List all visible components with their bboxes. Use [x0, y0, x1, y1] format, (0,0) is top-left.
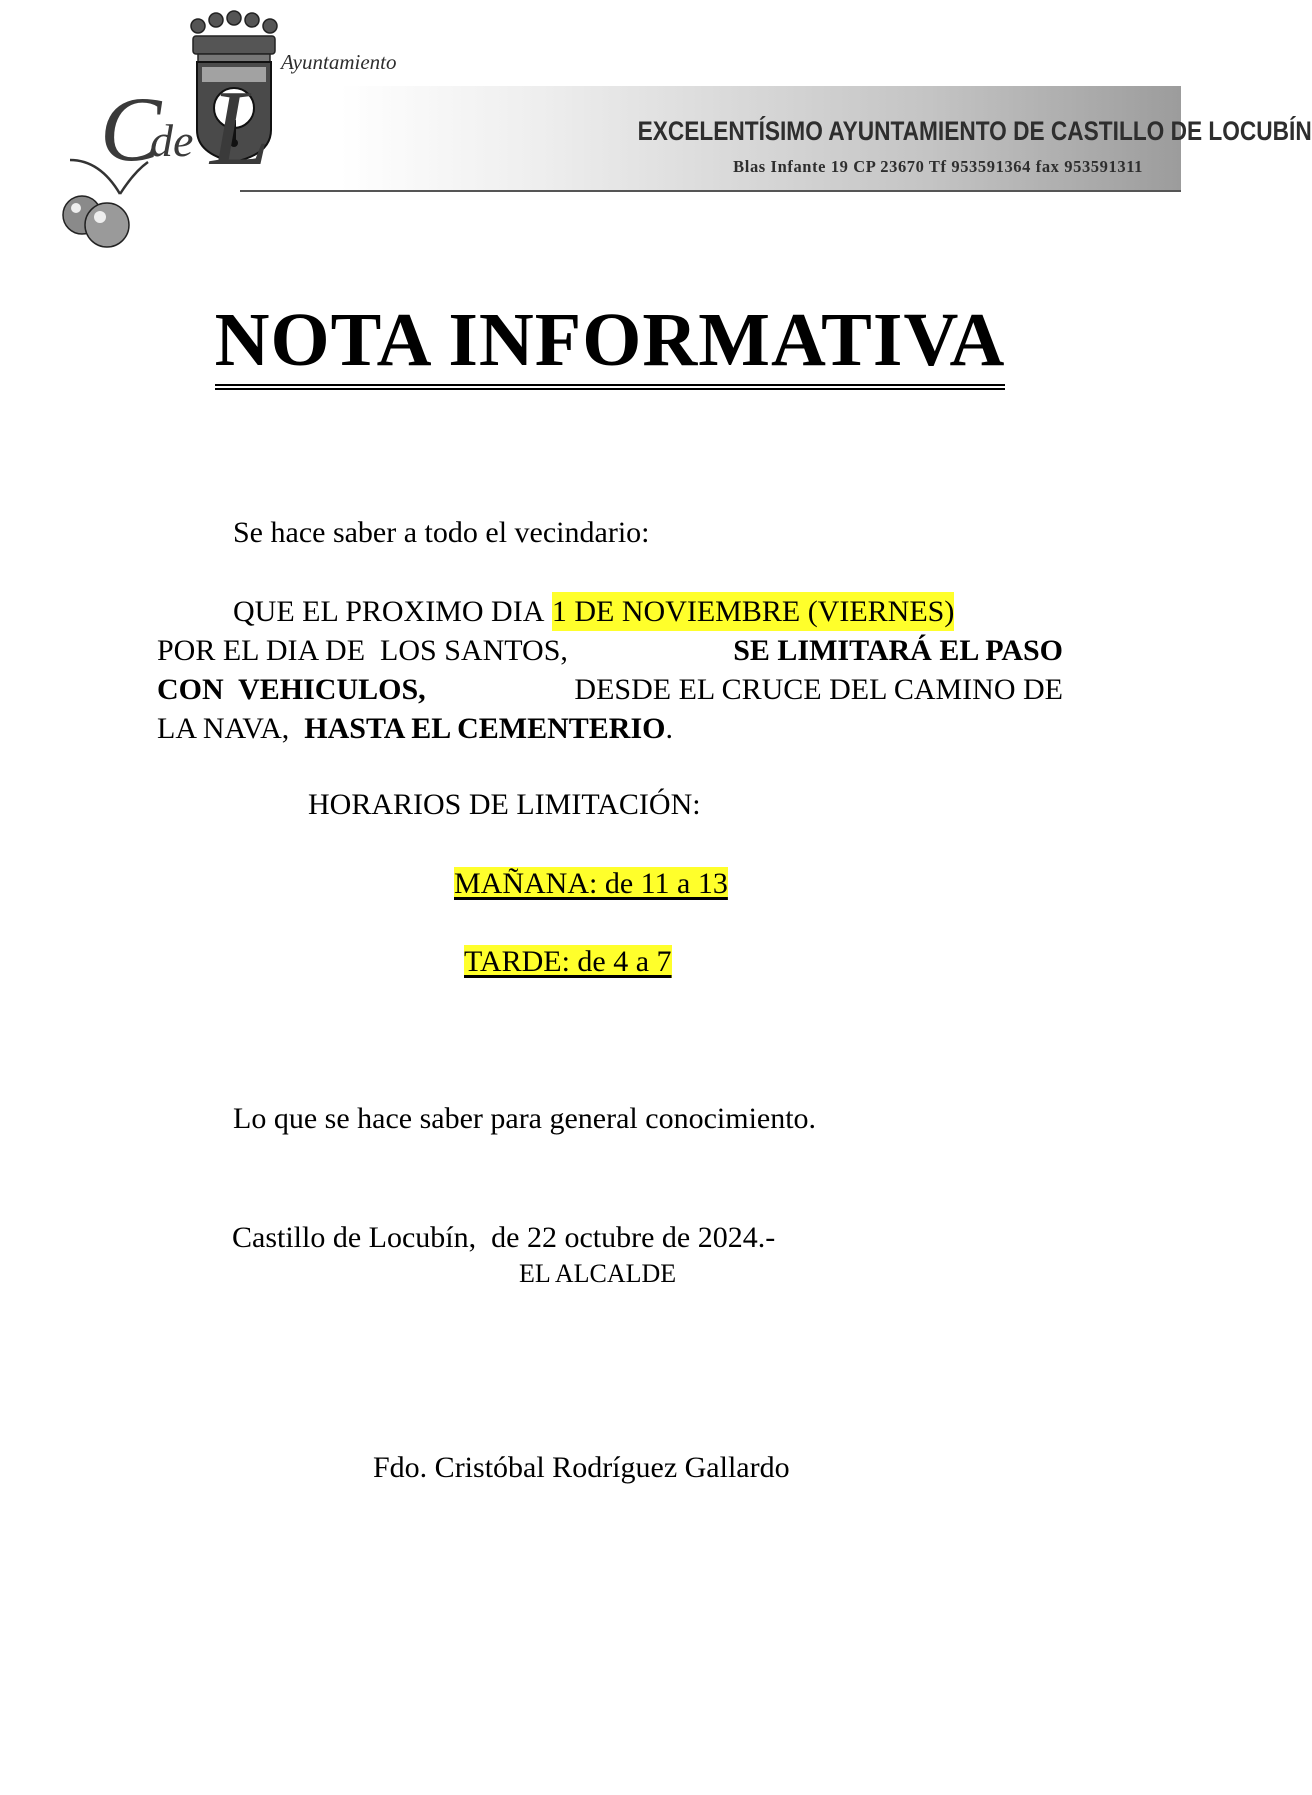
page-title [0, 298, 1220, 382]
header-divider [240, 190, 1181, 192]
notice-line-1 [157, 592, 1063, 631]
notice-date-highlight: 1 DE NOVIEMBRE (VIERNES) [552, 592, 954, 631]
notice-line-4 [157, 709, 1063, 748]
signatory-title: EL ALCALDE [519, 1259, 677, 1288]
crown-icon [191, 11, 277, 62]
schedule-morning: MAÑANA: de 11 a 13 [454, 867, 728, 900]
notice-line-2-b: SE LIMITARÁ EL PASO [733, 634, 1063, 667]
notice-line-3-a: CON VEHICULOS, [157, 673, 426, 706]
organization-address: Blas Infante 19 CP 23670 Tf 953591364 fax 953591311 [733, 157, 1143, 176]
notice-line-3-b: DESDE EL CRUCE DEL CAMINO DE [574, 673, 1063, 706]
notice-line-4-b: HASTA EL CEMENTERIO [304, 712, 666, 745]
notice-paragraph [157, 592, 1063, 748]
place-and-date: Castillo de Locubín, de 22 octubre de 2024.- [232, 1221, 776, 1254]
logo-ayuntamiento-word: Ayuntamiento [281, 50, 397, 74]
greeting: Se hace saber a todo el vecindario: [233, 516, 650, 549]
monogram-l: L [210, 69, 271, 188]
notice-line-4-end: . [665, 712, 673, 745]
notice-line-2-a: POR EL DIA DE LOS SANTOS, [157, 634, 568, 667]
schedule-afternoon: TARDE: de 4 a 7 [464, 945, 672, 978]
notice-line-3 [157, 670, 1063, 709]
monogram-cdel [62, 69, 342, 192]
schedule-heading: HORARIOS DE LIMITACIÓN: [308, 788, 701, 821]
monogram-c: C [100, 78, 162, 180]
signature-line: Fdo. Cristóbal Rodríguez Gallardo [373, 1451, 790, 1484]
notice-prefix: QUE EL PROXIMO DIA [233, 595, 545, 628]
organization-name: EXCELENTÍSIMO AYUNTAMIENTO DE CASTILLO DE LOCUBÍN [637, 116, 1312, 146]
page-title-text: NOTA INFORMATIVA [215, 298, 1006, 390]
closing-statement: Lo que se hace saber para general conocimiento. [233, 1102, 817, 1135]
monogram-de: de [150, 115, 194, 166]
notice-line-2 [157, 631, 1063, 670]
notice-line-4-a: LA NAVA, [157, 712, 290, 745]
